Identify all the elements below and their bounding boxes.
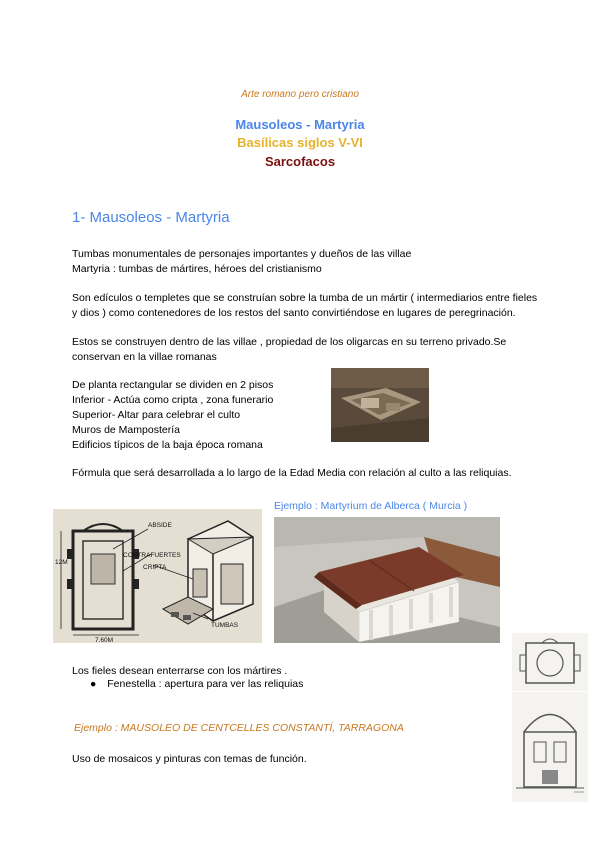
label-tumbas: TUMBAS (211, 622, 239, 629)
centcelles-plan (512, 633, 588, 691)
page-subtitle: Arte romano pero cristiano (241, 89, 359, 100)
paragraph-line: Son edículos o templetes que se construían sobre la tumba de un mártir ( intermediarios entre fieles (72, 292, 538, 304)
title-mausoleos: Mausoleos - Martyria (235, 117, 365, 132)
martyrium-diagram (53, 509, 262, 643)
example-caption-alberca: Ejemplo : Martyrium de Alberca ( Murcia ) (274, 500, 468, 512)
martyrium-render (274, 517, 500, 643)
list-line: Superior- Altar para celebrar el culto (72, 409, 241, 421)
paragraph-line: Tumbas monumentales de personajes importantes y dueños de las villae (72, 248, 412, 260)
ruins-photo (331, 368, 429, 442)
label-width: 7.60M (95, 637, 114, 643)
title-sarcofacos: Sarcofacos (264, 154, 336, 169)
title-basilicas: Basílicas siglos V-VI (237, 135, 363, 150)
paragraph-line: y dios ) como contenedores de los restos del santo convirtiéndose en lugares de peregrinación. (72, 307, 516, 319)
label-height: 12M (55, 559, 68, 566)
list-line: Inferior - Actúa como cripta , zona funerario (72, 394, 274, 406)
paragraph-line: conservan en la villae romanas (72, 351, 217, 363)
section-heading: 1- Mausoleos - Martyria (72, 209, 230, 226)
centcelles-section (512, 692, 588, 802)
list-line: Muros de Mampostería (72, 424, 180, 436)
label-contrafuertes: CONTRAFUERTES (123, 552, 181, 559)
paragraph-line: Estos se construyen dentro de las villae , propiedad de los oligarcas en su terreno privado.Se (72, 336, 507, 348)
example-caption-centcelles: Ejemplo : MAUSOLEO DE CENTCELLES CONSTANTÍ, TARRAGONA (74, 722, 404, 734)
label-cripta: CRIPTA (143, 564, 167, 571)
paragraph-line: Martyria : tumbas de mártires, héroes del cristianismo (72, 263, 322, 275)
bullet-dot: ● (90, 678, 97, 690)
bullet-item (90, 678, 303, 690)
paragraph-line: Uso de mosaicos y pinturas con temas de función. (72, 753, 307, 765)
paragraph-line: Fórmula que será desarrollada a lo largo de la Edad Media con relación al culto a las reliquias. (72, 467, 512, 479)
label-abside: ABSIDE (148, 522, 172, 529)
paragraph-line: Los fieles desean enterrarse con los mártires . (72, 665, 288, 677)
list-line: Edificios típicos de la baja época romana (72, 439, 263, 451)
list-line: De planta rectangular se dividen en 2 pisos (72, 379, 274, 391)
bullet-text: Fenestella : apertura para ver las reliquias (107, 678, 304, 690)
